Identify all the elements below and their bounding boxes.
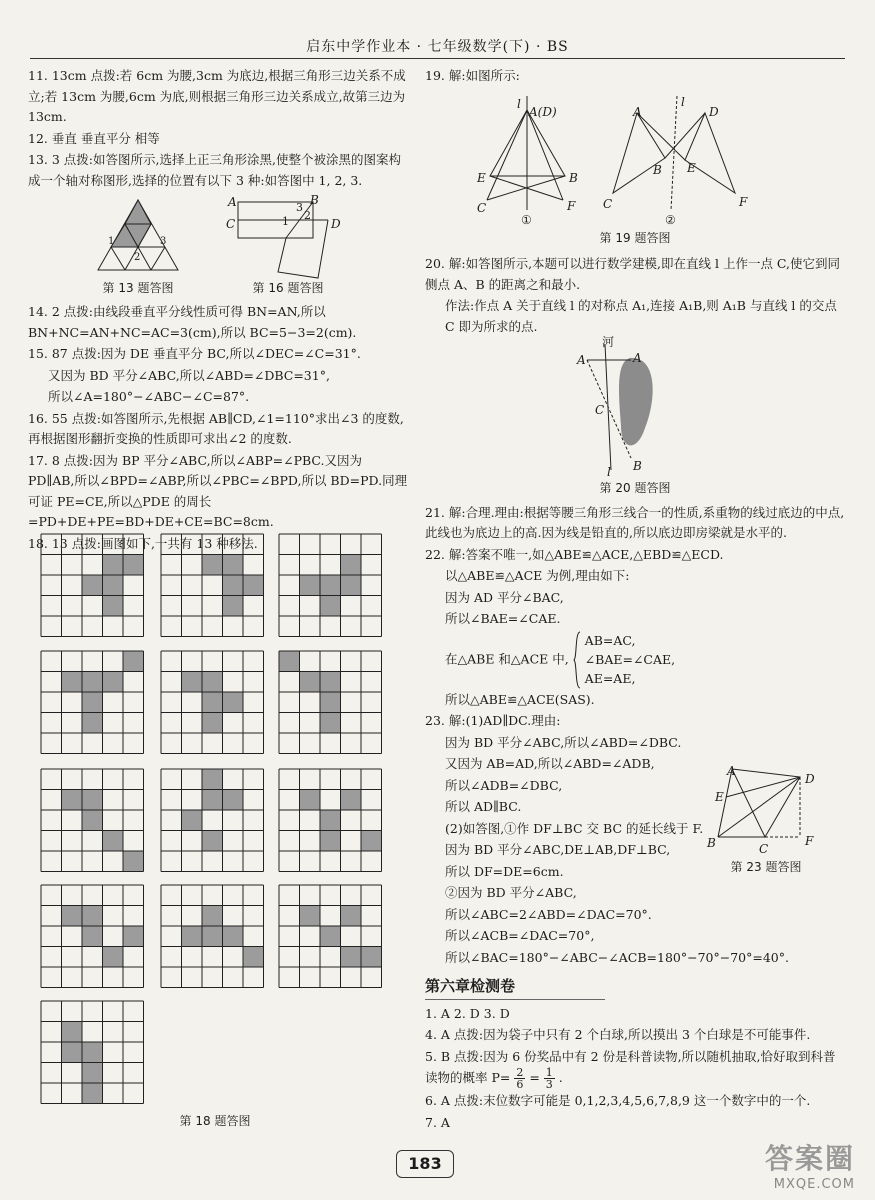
page-number: 183 — [396, 1150, 454, 1178]
grid-diagram — [160, 768, 265, 873]
fig20-river: 河 — [602, 335, 615, 349]
fig13-16-drawing — [28, 192, 408, 282]
answer-14: 14. 2 点拨:由线段垂直平分线性质可得 BN=AN,所以 BN+NC=AN+NC=AC=3(cm),所以 BC=5−3=2(cm). — [28, 304, 357, 340]
right-column — [425, 66, 845, 1134]
shaded-cell — [223, 596, 244, 617]
answer-23-l8: 所以 DF=DE=6cm. — [445, 863, 564, 879]
shaded-cell — [123, 851, 144, 872]
fig13-label-2: 2 — [134, 252, 141, 263]
ch6-answer-1-3: 1. A 2. D 3. D — [425, 1005, 510, 1021]
answer-19: 19. 解:如图所示: — [425, 68, 520, 83]
shaded-cell — [320, 831, 341, 852]
shaded-cell — [202, 790, 223, 811]
shaded-cell — [320, 692, 341, 713]
shaded-cell — [223, 790, 244, 811]
fig19-f: F — [567, 198, 576, 213]
answer-11: 11. 13cm 点拨:若 6cm 为腰,3cm 为底边,根据三角形三边关系不成立;若 13cm 为腰,6cm 为底,则根据三角形三边关系成立,故第三边为 13cm. — [28, 68, 406, 124]
grid-diagram — [160, 650, 265, 755]
fig20-caption: 第 20 题答图 — [599, 481, 671, 495]
grid-diagram — [278, 533, 383, 638]
ch6-answer-4: 4. A 点拨:因为袋子中只有 2 个白球,所以摸出 3 个白球是不可能事件. — [425, 1027, 811, 1042]
grid-diagram — [278, 884, 383, 989]
shaded-cell — [223, 575, 244, 596]
fig16-caption: 第 16 题答图 — [252, 281, 324, 295]
fig23-c: C — [759, 842, 769, 856]
shaded-cell — [202, 672, 223, 693]
shaded-cell — [202, 926, 223, 947]
shaded-cell — [202, 769, 223, 790]
grid-diagram — [40, 533, 145, 638]
fig16-label-1: 1 — [282, 215, 289, 228]
fraction-eq: = — [529, 1070, 540, 1085]
shaded-cell — [123, 651, 144, 672]
shaded-cell — [341, 790, 362, 811]
answer-22-line3: 因为 AD 平分∠BAC, — [445, 589, 564, 605]
fig13-label-1: 1 — [108, 236, 115, 247]
shaded-cell — [103, 672, 124, 693]
shaded-cell — [82, 1083, 103, 1104]
shaded-cell — [320, 596, 341, 617]
fig20-l: l — [607, 465, 611, 479]
answer-22-system — [425, 631, 845, 689]
fig19-l: l — [517, 96, 521, 111]
answer-18: 18. 13 点拨:画图如下,一共有 13 种移法. — [28, 535, 258, 551]
fig16-label-d: D — [331, 217, 341, 231]
fig19-e: E — [477, 170, 486, 185]
shaded-cell — [202, 555, 223, 576]
grid-diagram — [40, 1000, 145, 1105]
fig13-label-3: 3 — [160, 236, 167, 247]
fig19-ad: A(D) — [529, 104, 557, 119]
shaded-cell — [300, 790, 321, 811]
shaded-cell — [223, 692, 244, 713]
shaded-cell — [320, 713, 341, 734]
left-column — [28, 66, 408, 555]
answer-23-l7: 因为 BD 平分∠ABC,DE⊥AB,DF⊥BC, — [445, 842, 671, 857]
shaded-cell — [361, 831, 382, 852]
answer-15-line2: 又因为 BD 平分∠ABC,所以∠ABD=∠DBC=31°, — [48, 367, 330, 383]
shaded-cell — [202, 906, 223, 927]
shaded-cell — [62, 790, 83, 811]
answer-20: 20. 解:如答图所示,本题可以进行数学建模,即在直线 l 上作一点 C,使它到同侧点 A、B 的距离之和最小. — [425, 256, 841, 292]
shaded-cell — [320, 672, 341, 693]
page-header — [30, 34, 845, 59]
shaded-cell — [62, 906, 83, 927]
shaded-cell — [223, 926, 244, 947]
brace-icon — [573, 631, 581, 689]
header-title: 启东中学作业本 · 七年级数学(下) · BS — [306, 39, 569, 55]
fig19-circle2: ② — [665, 212, 676, 227]
answer-15-line3: 所以∠A=180°−∠ABC−∠C=87°. — [48, 389, 250, 404]
fig16-label-c: C — [226, 217, 236, 231]
answer-23-l6: (2)如答图,①作 DF⊥BC 交 BC 的延长线于 F. — [445, 820, 704, 836]
answer-23-l5: 所以 AD∥BC. — [445, 799, 522, 814]
grid-diagram — [40, 650, 145, 755]
watermark-url: MXQE.COM — [773, 1177, 855, 1192]
fig18-caption: 第 18 题答图 — [179, 1114, 251, 1128]
grid-diagram — [40, 884, 145, 989]
answer-13: 13. 3 点拨:如答图所示,选择上正三角形涂黑,使整个被涂黑的图案构成一个轴对称图形,选择的位置有以下 3 种:如答图中 1, 2, 3. — [28, 152, 401, 188]
shaded-cell — [320, 810, 341, 831]
shaded-cell — [182, 810, 203, 831]
answer-23-l11: 所以∠ACB=∠DAC=70°, — [445, 928, 595, 943]
grid-diagram — [278, 650, 383, 755]
watermark-logo — [765, 1137, 855, 1192]
answer-23-l10: 所以∠ABC=2∠ABD=∠DAC=70°. — [445, 906, 652, 922]
shaded-cell — [182, 926, 203, 947]
shaded-cell — [243, 575, 264, 596]
fig20 — [425, 335, 845, 479]
answer-23-l9: ②因为 BD 平分∠ABC, — [445, 885, 577, 900]
shaded-cell — [361, 947, 382, 968]
fig16-label-b: B — [310, 193, 319, 207]
answer-23-l4: 所以∠ADB=∠DBC, — [445, 777, 563, 793]
system-line-3: AE=AE, — [584, 671, 636, 686]
fig20-b: B — [633, 459, 642, 473]
answer-17: 17. 8 点拨:因为 BP 平分∠ABC,所以∠ABP=∠PBC.又因为 PD∥AB,所以∠BPD=∠ABP,所以∠PBC=∠BPD,所以 BD=PD.同理可证 PE=CE,所以△PDE 的周长=PD+DE+PE=BD+DE+CE=BC=8cm. — [28, 452, 408, 529]
answer-22-line4: 所以∠BAE=∠CAE. — [445, 611, 561, 626]
fraction-end: . — [558, 1070, 563, 1085]
answer-23: 23. 解:(1)AD∥DC.理由: — [425, 713, 561, 728]
shaded-cell — [300, 672, 321, 693]
shaded-cell — [202, 831, 223, 852]
shaded-cell — [82, 1063, 103, 1084]
shaded-cell — [82, 713, 103, 734]
shaded-cell — [320, 575, 341, 596]
answer-23-l12: 所以∠BAC=180°−∠ABC−∠ACB=180°−70°−70°=40°. — [445, 949, 789, 965]
fig23-e: E — [715, 790, 724, 804]
fig23-f: F — [805, 834, 814, 848]
shaded-cell — [103, 947, 124, 968]
fig19-caption: 第 19 题答图 — [599, 230, 671, 245]
grid-diagram — [160, 884, 265, 989]
shaded-cell — [103, 575, 124, 596]
shaded-cell — [320, 926, 341, 947]
ch6-answer-7: 7. A — [425, 1114, 450, 1130]
ch6-answer-5 — [425, 1047, 845, 1091]
shaded-cell — [300, 575, 321, 596]
fig16-label-2: 2 — [304, 209, 311, 222]
answer-15: 15. 87 点拨:因为 DE 垂直平分 BC,所以∠DEC=∠C=31°. — [28, 346, 361, 361]
watermark-text: 答案圈 — [764, 1142, 855, 1175]
shaded-cell — [243, 947, 264, 968]
ch6-answer-5-text: 5. B 点拨:因为 6 份奖品中有 2 份是科普读物,所以随机抽取,恰好取到科普读物的概率 P= — [425, 1048, 836, 1085]
fig19-d2: D — [709, 104, 719, 119]
shaded-cell — [341, 555, 362, 576]
shaded-cell — [123, 555, 144, 576]
grid-diagram — [160, 533, 265, 638]
fraction-1-num: 2 — [516, 1066, 524, 1079]
fig19-circle1: ① — [521, 212, 532, 227]
system-line-2: ∠BAE=∠CAE, — [584, 652, 676, 667]
ch6-answer-6: 6. A 点拨:末位数字可能是 0,1,2,3,4,5,6,7,8,9 这一个数字中的一个. — [425, 1093, 811, 1108]
answer-23-l2: 因为 BD 平分∠ABC,所以∠ABD=∠DBC. — [445, 734, 682, 750]
answer-22-end: 所以△ABE≌△ACE(SAS). — [445, 691, 595, 707]
fig19-b: B — [569, 170, 578, 185]
shaded-cell — [279, 651, 300, 672]
shaded-cell — [82, 672, 103, 693]
shaded-cell — [82, 810, 103, 831]
shaded-cell — [103, 831, 124, 852]
shaded-cell — [103, 596, 124, 617]
fraction-2-den: 3 — [545, 1078, 553, 1091]
fraction-2 — [544, 1067, 555, 1090]
fig20-a1: A — [577, 353, 586, 367]
answer-23-l3: 又因为 AB=AD,所以∠ABD=∠ADB, — [445, 756, 655, 771]
fraction-2-num: 1 — [545, 1066, 553, 1079]
fig16-label-a: A — [228, 195, 237, 209]
shaded-cell — [62, 1022, 83, 1043]
grid-diagram — [278, 768, 383, 873]
fig19 — [425, 88, 845, 228]
fig19-a2: A — [633, 104, 642, 119]
answer-16: 16. 55 点拨:如答图所示,先根据 AB∥CD,∠1=110°求出∠3 的度数,再根据图形翻折变换的性质即可求出∠2 的度数. — [28, 410, 404, 446]
fig23-d: D — [805, 772, 815, 786]
fraction-1 — [514, 1067, 525, 1090]
chapter-title: 第六章检测卷 — [425, 976, 605, 1000]
answer-22: 22. 解:答案不唯一,如△ABE≌△ACE,△EBD≌△ECD. — [425, 546, 724, 562]
figures-13-16 — [28, 192, 408, 302]
system-prefix: 在△ABE 和△ACE 中, — [445, 651, 569, 666]
shaded-cell — [123, 926, 144, 947]
system-lines — [585, 631, 675, 688]
fig16-label-3: 3 — [296, 201, 303, 214]
answer-23-block — [425, 711, 845, 968]
shaded-cell — [62, 672, 83, 693]
fig19-b2: B — [653, 162, 662, 177]
shaded-cell — [82, 575, 103, 596]
answer-21: 21. 解:合理.理由:根据等腰三角形三线合一的性质,系重物的线过底边的中点,此线也为底边上的高.因为线是铅直的,所以底边即房梁就是水平的. — [425, 504, 845, 540]
fig13-caption: 第 13 题答图 — [102, 281, 174, 295]
shaded-cell — [202, 692, 223, 713]
fig23-caption: 第 23 题答图 — [730, 860, 802, 874]
shaded-cell — [82, 1042, 103, 1063]
fig20-a: A — [633, 351, 642, 365]
fig23-a: A — [727, 764, 736, 778]
fig19-c: C — [477, 200, 487, 215]
answer-22-line2: 以△ABE≌△ACE 为例,理由如下: — [445, 568, 630, 583]
shaded-cell — [82, 926, 103, 947]
shaded-cell — [182, 672, 203, 693]
shaded-cell — [341, 575, 362, 596]
answer-20-method: 作法:作点 A 关于直线 l 的对称点 A₁,连接 A₁B,则 A₁B 与直线 l 的交点 C 即为所求的点. — [445, 298, 837, 334]
shaded-cell — [103, 555, 124, 576]
fig23-b: B — [707, 836, 716, 850]
shaded-cell — [82, 790, 103, 811]
shaded-cell — [202, 713, 223, 734]
fig19-e2: E — [687, 160, 696, 175]
shaded-cell — [82, 906, 103, 927]
grid-diagram — [40, 768, 145, 873]
shaded-cell — [82, 692, 103, 713]
system-line-1: AB=AC, — [584, 633, 636, 648]
shaded-cell — [341, 947, 362, 968]
fig19-l2: l — [681, 94, 685, 109]
fig19-c2: C — [603, 196, 613, 211]
shaded-cell — [341, 906, 362, 927]
fig19-f2: F — [739, 194, 748, 209]
shaded-cell — [223, 555, 244, 576]
answer-12: 12. 垂直 垂直平分 相等 — [28, 130, 160, 146]
shaded-cell — [62, 1042, 83, 1063]
fig20-c: C — [595, 403, 605, 417]
shaded-cell — [300, 906, 321, 927]
fraction-1-den: 6 — [516, 1078, 524, 1091]
